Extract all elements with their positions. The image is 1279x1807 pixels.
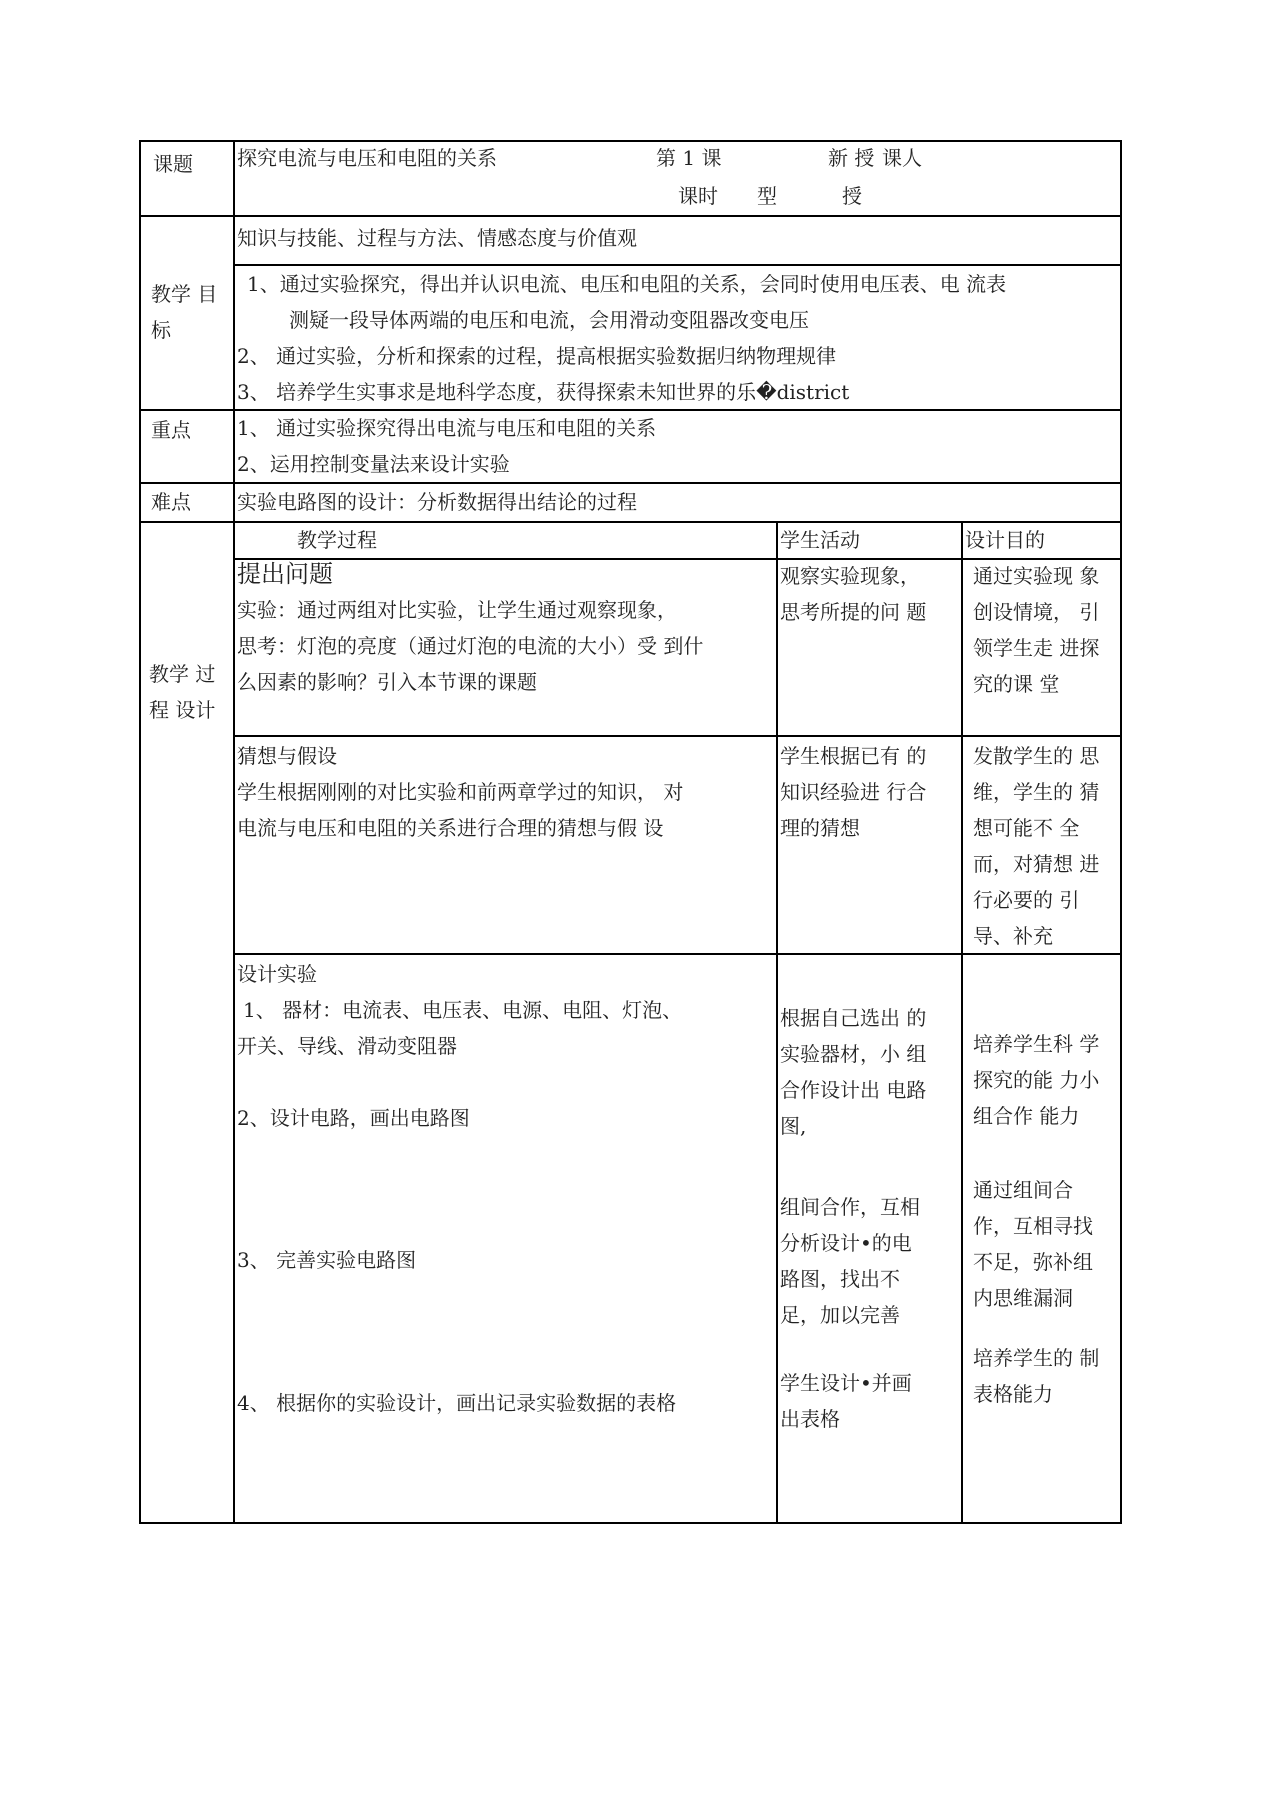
goals-heading: 知识与技能、过程与方法、情感态度与价值观 — [237, 226, 637, 250]
col-header-purpose: 设计目的 — [965, 528, 1045, 552]
teach-label: 授 — [842, 184, 862, 208]
process-label: 教学 过程 设计 — [149, 662, 216, 722]
design-step-2: 2、设计电路，画出电路图 — [237, 1106, 470, 1130]
goal-item-1-continued: 测疑一段导体两端的电压和电流，会用滑动变阻器改变电压 — [289, 308, 809, 332]
hypothesis-purpose: 发散学生的 思 维，学生的 猜 想可能不 全 而，对猜想 进 行必要的 引 导、补充 — [973, 744, 1100, 948]
new-lesson-label: 新 授 — [828, 146, 875, 170]
design-activity-3: 学生设计•并画 出表格 — [780, 1371, 912, 1431]
topic-title: 探究电流与电压和电阻的关系 — [237, 146, 497, 170]
key-label: 重点 — [151, 418, 191, 442]
teacher-label: 课人 — [882, 146, 922, 170]
design-activity-1: 根据自己选出 的 实验器材，小 组 合作设计出 电路 图, — [780, 1006, 927, 1138]
col-header-activity: 学生活动 — [780, 528, 860, 552]
design-purpose-1: 培养学生科 学 探究的能 力小 组合作 能力 — [973, 1032, 1100, 1128]
lesson-time-label: 课时 — [678, 184, 718, 208]
design-step-4: 4、 根据你的实验设计，画出记录实验数据的表格 — [237, 1391, 677, 1415]
row-divider-topic — [139, 215, 1122, 217]
key-item-1: 1、 通过实验探究得出电流与电压和电阻的关系 — [237, 416, 657, 440]
col-header-process: 教学过程 — [297, 528, 377, 552]
section-title-hypothesis: 猜想与假设 — [237, 744, 337, 768]
goal-item-1: 1、通过实验探究，得出并认识电流、电压和电阻的关系，会同时使用电压表、电 流表 — [247, 272, 1007, 296]
topic-label: 课题 — [153, 152, 193, 176]
section-title-design: 设计实验 — [237, 962, 317, 986]
table-border-right — [1120, 140, 1122, 1523]
difficulty-label: 难点 — [151, 490, 191, 514]
difficulty-text: 实验电路图的设计：分析数据得出结论的过程 — [237, 490, 637, 514]
purpose-column-divider — [961, 521, 963, 1523]
question-body: 实验：通过两组对比实验，让学生通过观察现象， 思考：灯泡的亮度（通过灯泡的电流的大小）受 到什 么因素的影响？引入本节课的课题 — [237, 598, 704, 694]
label-column-divider — [233, 140, 235, 1523]
goal-item-2: 2、 通过实验，分析和探索的过程，提高根据实验数据归纳物理规律 — [237, 344, 837, 368]
design-step-3: 3、 完善实验电路图 — [237, 1248, 417, 1272]
section-title-question: 提出问题 — [237, 560, 333, 588]
design-step-1: 1、 器材：电流表、电压表、电源、电阻、灯泡、 — [243, 998, 683, 1022]
goal-item-3: 3、 培养学生实事求是地科学态度，获得探索未知世界的乐�district — [237, 380, 850, 404]
goals-label: 教学 目标 — [151, 282, 218, 342]
type-label: 型 — [757, 184, 777, 208]
row-divider-question — [233, 735, 1122, 737]
design-activity-2: 组间合作，互相 分析设计•的电 路图，找出不 足，加以完善 — [780, 1195, 920, 1327]
design-purpose-3: 培养学生的 制 表格能力 — [973, 1346, 1100, 1406]
design-purpose-2: 通过组间合 作，互相寻找 不足，弥补组 内思维漏洞 — [973, 1178, 1093, 1310]
hypothesis-activity: 学生根据已有 的 知识经验进 行合 理的猜想 — [780, 744, 927, 840]
design-step-1-continued: 开关、导线、滑动变阻器 — [237, 1034, 457, 1058]
question-purpose: 通过实验现 象 创设情境， 引 领学生走 进探 究的课 堂 — [973, 564, 1100, 696]
lesson-number: 第 1 课 — [656, 146, 722, 170]
table-border-bottom — [139, 1522, 1122, 1524]
key-item-2: 2、运用控制变量法来设计实验 — [237, 452, 510, 476]
table-border-left — [139, 140, 141, 1523]
hypothesis-body: 学生根据刚刚的对比实验和前两章学过的知识， 对 电流与电压和电阻的关系进行合理的猜想与假 设 — [237, 780, 684, 840]
question-activity: 观察实验现象， 思考所提的问 题 — [780, 564, 927, 624]
